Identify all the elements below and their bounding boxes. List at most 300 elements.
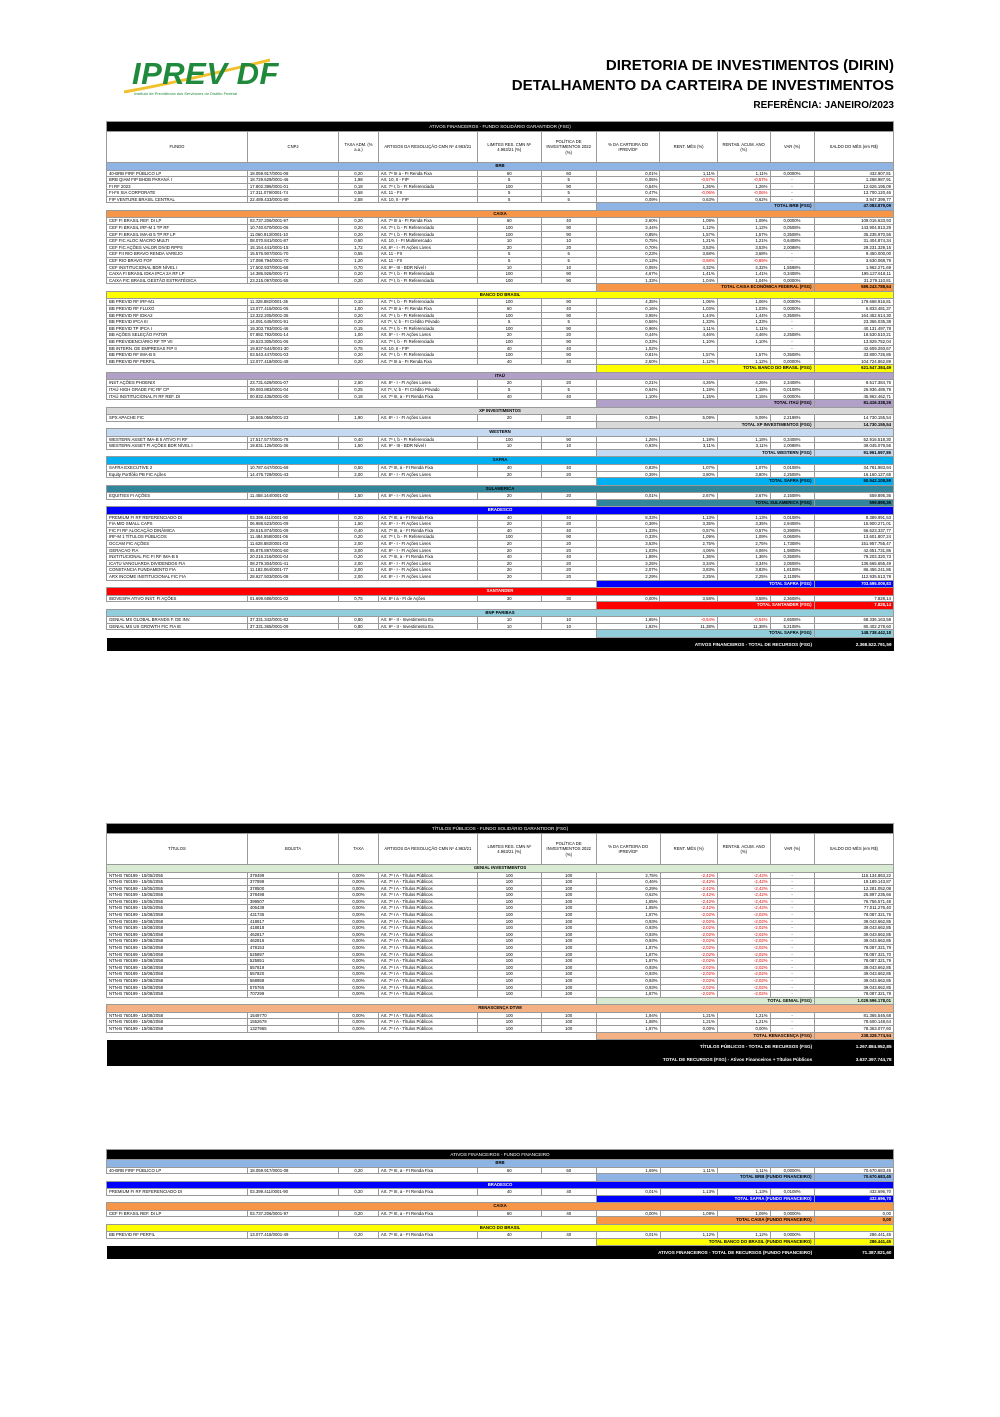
table-cell: -2,42% bbox=[717, 885, 770, 892]
table-cell: 60 bbox=[541, 1167, 596, 1174]
table-cell: 1,50 bbox=[339, 443, 379, 450]
reference-date: REFERÊNCIA: JANEIRO/2023 bbox=[753, 100, 894, 111]
table-cell: 10 bbox=[541, 238, 596, 245]
table-cell: Art. 8º - I - FI Ações Livres bbox=[378, 574, 477, 581]
table-cell: 78.087.321,76 bbox=[814, 912, 893, 919]
table-cell: 05.875.897/0001-60 bbox=[247, 547, 338, 554]
table-cell: 1,11% bbox=[660, 170, 717, 177]
table-row bbox=[107, 231, 894, 238]
table-cell: NTN-B 760199 - 15/08/2058 bbox=[107, 958, 248, 965]
table-cell: 1,03% bbox=[596, 547, 660, 554]
table-cell: -2,42% bbox=[717, 905, 770, 912]
table-cell: -0,65% bbox=[717, 258, 770, 265]
table-cell: 525897 bbox=[247, 951, 338, 958]
table-cell: PREMIUM FI RF REFERENCIADO DI bbox=[107, 1189, 248, 1196]
table-cell: -2,02% bbox=[717, 912, 770, 919]
table-cell: 0,00% bbox=[660, 1025, 717, 1032]
spacer-cell bbox=[107, 602, 597, 610]
table-cell: 78.087.321,79 bbox=[814, 958, 893, 965]
table-cell: 1,9808% bbox=[770, 547, 814, 554]
table-cell: 100 bbox=[541, 912, 596, 919]
table-cell: 1,11% bbox=[660, 1167, 717, 1174]
table-row bbox=[107, 332, 894, 339]
table-cell: Art. 9º - II - Investimento Ex. bbox=[378, 617, 477, 624]
table-cell: 0,3508% bbox=[770, 554, 814, 561]
table-cell: 0,00% bbox=[339, 931, 379, 938]
table-cell: 40 bbox=[477, 527, 541, 534]
table-cell: -2,42% bbox=[660, 879, 717, 886]
table-cell: 100 bbox=[477, 984, 541, 991]
table-cell: Art. 8º - I - FI Ações Livres bbox=[378, 521, 477, 528]
table-cell: 0,50 bbox=[339, 238, 379, 245]
grand-total-label: ATIVOS FINANCEIROS - TOTAL DE RECURSOS (FUNDO FINANCEIRO) bbox=[107, 1246, 815, 1260]
table-cell: Art. 7º III, a - FI Renda Fixa bbox=[378, 1167, 477, 1174]
iprev-logo bbox=[120, 52, 280, 102]
table-cell: 100 bbox=[477, 325, 541, 332]
table-cell: 20 bbox=[541, 547, 596, 554]
table-cell: 4,26% bbox=[717, 380, 770, 387]
table-cell: 39.043.662,85 bbox=[814, 978, 893, 985]
spacer-cell bbox=[107, 1238, 597, 1246]
table-row bbox=[107, 978, 894, 985]
table-cell: 1,00 bbox=[339, 306, 379, 313]
table-cell: 1,09% bbox=[660, 534, 717, 541]
table-row bbox=[107, 892, 894, 899]
table-cell: 33.800.726,86 bbox=[814, 352, 893, 359]
table-row bbox=[107, 905, 894, 912]
table-cell: 3,11% bbox=[660, 443, 717, 450]
table-cell: 0,20 bbox=[339, 271, 379, 278]
table-row bbox=[107, 325, 894, 332]
table-cell: WESTERN ASSET IMA-B 5 ATIVO FI RF bbox=[107, 436, 248, 443]
table-cell: Art. 11 - FII bbox=[378, 251, 477, 258]
table-cell: IRF-M 1 TÍTULOS PÚBLICOS bbox=[107, 534, 248, 541]
table-cell: 0,20 bbox=[339, 1232, 379, 1239]
table-row bbox=[107, 971, 894, 978]
table-cell: 1,12% bbox=[660, 1232, 717, 1239]
table-cell: Art. 7º I A - Títulos Públicos bbox=[378, 905, 477, 912]
table-cell: 5 bbox=[541, 251, 596, 258]
table-cell: 0,0000% bbox=[770, 358, 814, 365]
table-cell: 20 bbox=[477, 547, 541, 554]
table-cell: 1552679 bbox=[247, 1019, 338, 1026]
column-header: % DA CARTEIRA DO IPREV/DF bbox=[596, 132, 660, 163]
table-row bbox=[107, 1019, 894, 1026]
table-cell: 0,18 bbox=[339, 393, 379, 400]
table-cell: 20 bbox=[541, 574, 596, 581]
table-cell: 0,20 bbox=[339, 1210, 379, 1217]
group-header: BNP PARIBAS bbox=[107, 609, 894, 617]
table-cell: -2,02% bbox=[717, 945, 770, 952]
table-row bbox=[107, 358, 894, 365]
group-total-value: 432.696,70 bbox=[814, 1195, 893, 1203]
table-cell: 17.802.396/0001-01 bbox=[247, 183, 338, 190]
table-cell: 2,00 bbox=[339, 471, 379, 478]
table-cell: 00.832.435/0001-00 bbox=[247, 393, 338, 400]
table-cell: -2,02% bbox=[660, 931, 717, 938]
table-cell: 40 bbox=[477, 554, 541, 561]
table-cell: 0,20 bbox=[339, 277, 379, 284]
table-cell: 100 bbox=[477, 938, 541, 945]
table-cell: 39.043.662,85 bbox=[814, 925, 893, 932]
column-header: CNPJ bbox=[247, 132, 338, 163]
table-cell: CONSTANCIA FUNDAMENTO FIA bbox=[107, 567, 248, 574]
table-cell: 4,32% bbox=[717, 264, 770, 271]
table-cell: - bbox=[770, 879, 814, 886]
table-row bbox=[107, 521, 894, 528]
table-cell: 3,34% bbox=[717, 560, 770, 567]
table-cell: 100 bbox=[541, 885, 596, 892]
table-cell: 0,40 bbox=[339, 527, 379, 534]
table-cell: Art. 7º III a - FI Renda Fixa bbox=[378, 306, 477, 313]
table-cell: 0,46% bbox=[596, 879, 660, 886]
table-cell: 78.087.321,70 bbox=[814, 951, 893, 958]
table-cell: 90 bbox=[541, 225, 596, 232]
table-cell: 431735 bbox=[247, 912, 338, 919]
table-cell: Art. 7º III a - FI Renda Fixa bbox=[378, 358, 477, 365]
table-cell: 42.609.293,67 bbox=[814, 345, 893, 352]
table-cell: 1,21% bbox=[717, 1019, 770, 1026]
table-cell: 1,44% bbox=[660, 312, 717, 319]
table-cell: 40 bbox=[477, 1189, 541, 1196]
column-header: RENTAB. ACUM. ANO (%) bbox=[717, 132, 770, 163]
table-cell: 0,10 bbox=[339, 299, 379, 306]
table-cell: Art. 7º I, b - FI Referenciado bbox=[378, 231, 477, 238]
group-total-value: 91.961.597,86 bbox=[814, 449, 893, 457]
table-cell: -2,02% bbox=[717, 938, 770, 945]
column-header: RENT. MÊS (%) bbox=[660, 834, 717, 865]
table-cell: NTN-B 760199 - 15/05/2055 bbox=[107, 879, 248, 886]
table-cell: Art. 7º I A - Títulos Públicos bbox=[378, 951, 477, 958]
table-cell: 20 bbox=[477, 415, 541, 422]
table-cell: 2,0098% bbox=[770, 244, 814, 251]
table-cell: NTN-B 760199 - 15/05/2055 bbox=[107, 885, 248, 892]
table-cell: 0,00% bbox=[339, 964, 379, 971]
table-cell: 0,93% bbox=[596, 964, 660, 971]
table-cell: 40 bbox=[541, 464, 596, 471]
table-cell: 0,20 bbox=[339, 225, 379, 232]
table-cell: 1,12% bbox=[660, 225, 717, 232]
spacer-cell bbox=[107, 284, 597, 292]
table-cell: - bbox=[770, 177, 814, 184]
table-cell: 0,93% bbox=[596, 978, 660, 985]
table-row bbox=[107, 380, 894, 387]
table-cell: 100 bbox=[477, 231, 541, 238]
table-cell: 5 bbox=[477, 251, 541, 258]
table-cell: 15.900.271,01 bbox=[814, 521, 893, 528]
table-cell: BB PREVID RF IRF-M1 bbox=[107, 299, 248, 306]
table-cell: 1,89% bbox=[596, 554, 660, 561]
table-cell: -2,42% bbox=[717, 872, 770, 879]
table-cell: GENIAL MS GLOBAL BRANDS F. DE INV. bbox=[107, 617, 248, 624]
table-row bbox=[107, 183, 894, 190]
group-total-label: TOTAL ITAÚ (FSG) bbox=[596, 400, 814, 408]
table-cell: 0,3508% bbox=[770, 352, 814, 359]
table-cell: NTN-B 760199 - 15/08/2058 bbox=[107, 964, 248, 971]
table-cell: 18.059.917/0001-08 bbox=[247, 1167, 338, 1174]
table-cell: 90 bbox=[541, 338, 596, 345]
table-cell: 0,20 bbox=[339, 319, 379, 326]
table-cell: 100 bbox=[541, 945, 596, 952]
table-cell: 0,00% bbox=[339, 958, 379, 965]
table-cell: 115.134.863,22 bbox=[814, 872, 893, 879]
table-cell: 90 bbox=[541, 312, 596, 319]
table-cell: CEF FII RIO BRAVO RENDA VAREJO bbox=[107, 251, 248, 258]
table-cell: Art. 7º I A - Títulos Públicos bbox=[378, 892, 477, 899]
group-total-label: TOTAL SAFRA (FSG) bbox=[596, 580, 814, 588]
table-cell: 77.011.276,40 bbox=[814, 905, 893, 912]
table-cell: 378498 bbox=[247, 892, 338, 899]
table-cell: 12.626.195,09 bbox=[814, 183, 893, 190]
table-cell: Art. 7º I, b - FI Referenciado bbox=[378, 338, 477, 345]
table-cell: 25.897.235,66 bbox=[814, 892, 893, 899]
table-cell: 100 bbox=[477, 271, 541, 278]
spacer-cell bbox=[107, 1195, 597, 1203]
table-cell: 40 bbox=[541, 1210, 596, 1217]
table-cell: 2,1108% bbox=[770, 574, 814, 581]
table-cell: 3,80% bbox=[660, 471, 717, 478]
table-cell: 40-BRB FIRF PÚBLICO LP bbox=[107, 1167, 248, 1174]
table-cell: BB PREVID RF PERFIL bbox=[107, 358, 248, 365]
table-cell: Art. 7º III, a - FI Renda Fixa bbox=[378, 527, 477, 534]
table-cell: 78.087.321,79 bbox=[814, 945, 893, 952]
table-cell: 3,63% bbox=[596, 541, 660, 548]
table-cell: 100 bbox=[477, 912, 541, 919]
table-cell: 0,20 bbox=[339, 514, 379, 521]
table-cell: GENIAL MS US GROWTH FIC FIA IE bbox=[107, 623, 248, 630]
table-row bbox=[107, 264, 894, 271]
table-cell: - bbox=[770, 905, 814, 912]
table-cell: 0,20 bbox=[339, 1167, 379, 1174]
table-cell: 100 bbox=[477, 872, 541, 879]
table-cell: 0,18 bbox=[339, 183, 379, 190]
section3-table bbox=[106, 1149, 894, 1259]
table-cell: 1,15% bbox=[660, 393, 717, 400]
table-cell: 15.576.907/0001-70 bbox=[247, 251, 338, 258]
table-cell: 10 bbox=[477, 238, 541, 245]
table-cell: 1,10% bbox=[717, 338, 770, 345]
table-cell: 11,38% bbox=[717, 623, 770, 630]
table-cell: 39.043.662,85 bbox=[814, 964, 893, 971]
table-cell: 1,18% bbox=[717, 436, 770, 443]
table-cell: 1,12% bbox=[717, 225, 770, 232]
table-cell: 13.601.807,24 bbox=[814, 534, 893, 541]
grand-total-label: ATIVOS FINANCEIROS - TOTAL DE RECURSOS (FSG) bbox=[107, 637, 815, 651]
table-cell: 0,81% bbox=[596, 352, 660, 359]
table-cell: 42.651.731,86 bbox=[814, 547, 893, 554]
group-total-label: TOTAL CAIXA (FUNDO FINANCEIRO) bbox=[596, 1217, 814, 1225]
table-cell: 10 bbox=[541, 623, 596, 630]
table-cell: 0,20 bbox=[339, 231, 379, 238]
table-cell: Art. 7º I, b - FI Referenciado bbox=[378, 325, 477, 332]
table-cell: 100 bbox=[477, 534, 541, 541]
table-cell: 40 bbox=[541, 527, 596, 534]
table-cell: 2,3608% bbox=[770, 595, 814, 602]
table-cell: WESTERN ASSET FI AÇÕES BDR NÍVEL I bbox=[107, 443, 248, 450]
column-header: LIMITES RES. CMN Nº 4.963/21 (%) bbox=[477, 834, 541, 865]
table-cell: 151.957.755,47 bbox=[814, 541, 893, 548]
table-cell: ARX INCOME INSTITUCIONAL FIC FIA bbox=[107, 574, 248, 581]
table-cell: 10 bbox=[477, 443, 541, 450]
table-cell: 14.091.645/0001-91 bbox=[247, 319, 338, 326]
table-cell: 576765 bbox=[247, 984, 338, 991]
table-cell: 39.043.662,85 bbox=[814, 938, 893, 945]
table-row bbox=[107, 238, 894, 245]
section2-table bbox=[106, 823, 894, 1066]
table-cell: 4,46% bbox=[717, 332, 770, 339]
table-row bbox=[107, 560, 894, 567]
table-cell: 0,93% bbox=[596, 938, 660, 945]
column-header: ARTIGOS DA RESOLUÇÃO CMN Nº 4.963/21 bbox=[378, 834, 477, 865]
table-cell: 1,06% bbox=[717, 299, 770, 306]
grand-total-value: 1.267.884.952,85 bbox=[814, 1040, 893, 1054]
table-cell: 1,11% bbox=[717, 1167, 770, 1174]
table-cell: 1,18% bbox=[660, 386, 717, 393]
table-cell: 03.543.447/0001-03 bbox=[247, 352, 338, 359]
table-cell: Art. 8º - I - FI Ações Livres bbox=[378, 380, 477, 387]
table-cell: - bbox=[770, 258, 814, 265]
table-cell: 0,05% bbox=[596, 264, 660, 271]
group-total-value: 50.942.108,59 bbox=[814, 478, 893, 486]
table-cell: 0,57% bbox=[660, 527, 717, 534]
table-cell: Art. 7º I A - Títulos Públicos bbox=[378, 1019, 477, 1026]
table-cell: 20 bbox=[477, 521, 541, 528]
table-cell: 0,00% bbox=[339, 945, 379, 952]
table-cell: 0,0108% bbox=[770, 386, 814, 393]
group-total-value: 559.895,36 bbox=[814, 499, 893, 507]
table-cell: 0,20 bbox=[339, 554, 379, 561]
table-cell: 20 bbox=[541, 567, 596, 574]
table-cell: 39.043.662,85 bbox=[814, 984, 893, 991]
table-cell: 1,11% bbox=[660, 325, 717, 332]
table-cell: 1,36% bbox=[660, 554, 717, 561]
table-cell: 3,53% bbox=[660, 244, 717, 251]
table-row bbox=[107, 534, 894, 541]
table-cell: 559.895,36 bbox=[814, 493, 893, 500]
table-cell: 100 bbox=[477, 918, 541, 925]
table-cell: -0,06% bbox=[717, 190, 770, 197]
table-row bbox=[107, 925, 894, 932]
table-cell: 20 bbox=[477, 567, 541, 574]
table-cell: -2,42% bbox=[660, 905, 717, 912]
table-cell: 1,13% bbox=[660, 514, 717, 521]
table-cell: 0,83% bbox=[596, 464, 660, 471]
table-cell: 09.093.883/0001-04 bbox=[247, 386, 338, 393]
column-header: POLÍTICA DE INVESTIMENTOS 2022 (%) bbox=[541, 834, 596, 865]
table-cell: CEF FI BRASIL REF. DI LP bbox=[107, 1210, 248, 1217]
column-header: RENTAB. ACUM. ANO (%) bbox=[717, 834, 770, 865]
table-cell: 406438 bbox=[247, 905, 338, 912]
table-cell: 100 bbox=[477, 352, 541, 359]
table-cell: 11.060.913/0001-10 bbox=[247, 231, 338, 238]
table-cell bbox=[660, 345, 717, 352]
table-cell: 100 bbox=[541, 892, 596, 899]
table-row bbox=[107, 547, 894, 554]
table-cell: 0,33% bbox=[596, 338, 660, 345]
table-cell: NTN-B 760199 - 15/08/2058 bbox=[107, 931, 248, 938]
table-cell bbox=[717, 345, 770, 352]
table-row bbox=[107, 541, 894, 548]
table-cell: 08.279.304/0001-41 bbox=[247, 560, 338, 567]
table-cell: - bbox=[770, 951, 814, 958]
table-cell: 11.182.064/0001-77 bbox=[247, 567, 338, 574]
table-row bbox=[107, 312, 894, 319]
table-cell: 10 bbox=[477, 264, 541, 271]
table-cell: -2,42% bbox=[660, 872, 717, 879]
table-cell: 52.916.518,30 bbox=[814, 436, 893, 443]
column-header: SALDO DO MÊS (em R$) bbox=[814, 834, 893, 865]
table-row bbox=[107, 338, 894, 345]
table-cell: 60 bbox=[477, 306, 541, 313]
title-line-1: DIRETORIA DE INVESTIMENTOS (DIRIN) bbox=[605, 57, 894, 74]
table-cell: 20 bbox=[541, 332, 596, 339]
table-cell: 0,0000% bbox=[770, 1167, 814, 1174]
table-cell: 100 bbox=[541, 1019, 596, 1026]
table-cell: 1,09% bbox=[717, 218, 770, 225]
table-cell: NTN-B 760199 - 15/08/2058 bbox=[107, 1019, 248, 1026]
table-cell: CEF FI BRASIL IMA-B 5 TP RF LP bbox=[107, 231, 248, 238]
table-cell: Art. 7º I, b - FI Referenciado bbox=[378, 436, 477, 443]
table-cell: 1,11% bbox=[717, 170, 770, 177]
table-cell: 0,05% bbox=[596, 177, 660, 184]
table-cell: - bbox=[770, 885, 814, 892]
table-cell: Art. 11 - FII bbox=[378, 258, 477, 265]
column-header: TÍTULOS bbox=[107, 834, 248, 865]
table-cell: 1,12% bbox=[660, 358, 717, 365]
group-total-value: 47.083.879,09 bbox=[814, 203, 893, 211]
table-cell: 1,87% bbox=[596, 1025, 660, 1032]
table-cell: 60 bbox=[541, 170, 596, 177]
table-cell: - bbox=[770, 319, 814, 326]
table-cell: 1,8108% bbox=[770, 567, 814, 574]
table-cell: 1,85% bbox=[596, 905, 660, 912]
group-header: BRB bbox=[107, 163, 894, 171]
table-cell: 20 bbox=[541, 541, 596, 548]
table-cell: 2,58 bbox=[339, 196, 379, 203]
table-cell: 1,15% bbox=[717, 393, 770, 400]
table-cell: CEF FI BRASIL IRF-M 1 TP RF bbox=[107, 225, 248, 232]
logo-text: IPREV DF bbox=[132, 56, 279, 91]
table-cell: 90 bbox=[541, 231, 596, 238]
table-cell: -2,02% bbox=[660, 951, 717, 958]
table-cell: 39.045.079,56 bbox=[814, 443, 893, 450]
table-cell: 40.131.497,78 bbox=[814, 325, 893, 332]
table-cell: 109.016.633,93 bbox=[814, 218, 893, 225]
table-cell: 100 bbox=[477, 905, 541, 912]
table-cell: 100 bbox=[541, 951, 596, 958]
table-cell: 81.365.546,68 bbox=[814, 1012, 893, 1019]
table-cell: 16.160.127,65 bbox=[814, 471, 893, 478]
table-cell: 7.828,14 bbox=[814, 595, 893, 602]
table-cell: 0,16% bbox=[596, 306, 660, 313]
group-total-label: TOTAL BRB (FSG) bbox=[596, 203, 814, 211]
table-cell: CEF FI BRASIL REF. DI LP bbox=[107, 218, 248, 225]
table-cell: 1,00 bbox=[339, 332, 379, 339]
table-row bbox=[107, 595, 894, 602]
table-cell: 100 bbox=[477, 277, 541, 284]
table-cell: Equity Portfólio PB FIC Ações bbox=[107, 471, 248, 478]
table-cell: NTN-B 760199 - 15/08/2058 bbox=[107, 938, 248, 945]
table-cell: 2,00 bbox=[339, 541, 379, 548]
table-cell: 418818 bbox=[247, 925, 338, 932]
table-cell: 100 bbox=[541, 991, 596, 998]
table-cell: 1,33% bbox=[596, 277, 660, 284]
table-cell: 5 bbox=[477, 386, 541, 393]
spacer-cell bbox=[107, 203, 597, 211]
table-cell: 5,2108% bbox=[770, 623, 814, 630]
table-cell: 14.476.729/0001-43 bbox=[247, 471, 338, 478]
spacer-cell bbox=[107, 1217, 597, 1225]
